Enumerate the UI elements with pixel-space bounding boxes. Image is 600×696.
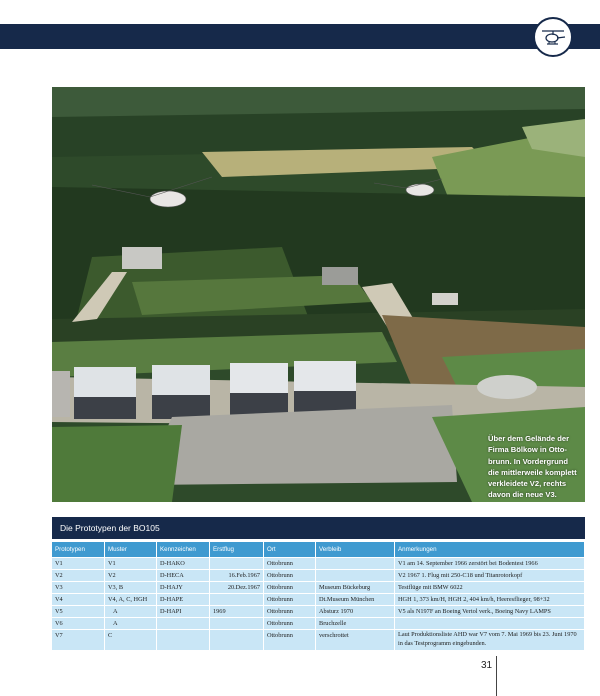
table-cell: Ottobrunn: [264, 618, 316, 629]
table-cell: V3, B: [105, 582, 157, 593]
table-cell: Bruchzelle: [316, 618, 395, 629]
prototype-table: [52, 541, 585, 651]
table-cell: Laut Produktionsliste AHD war V7 vom 7. Mai 1969 bis 23. Juni 1970 in das Testprogramm eingebunden.: [395, 630, 585, 650]
table-cell: [210, 558, 264, 569]
table-cell: 16.Feb.1967: [210, 570, 264, 581]
page-divider: [496, 656, 497, 696]
table-cell: Ottobrunn: [264, 570, 316, 581]
page-number: 31: [481, 660, 493, 671]
table-cell: [316, 558, 395, 569]
table-cell: D-HAPI: [157, 606, 210, 617]
table-cell: V4: [52, 594, 105, 605]
table-cell: D-HAKO: [157, 558, 210, 569]
table-row: [52, 606, 585, 617]
table-row: [52, 630, 585, 650]
table-cell: V5 als N197F an Boeing Vertol verk., Boeing Navy LAMPS: [395, 606, 585, 617]
table-cell: Dt.Museum München: [316, 594, 395, 605]
table-cell: Ottobrunn: [264, 558, 316, 569]
table-cell: 20.Dez.1967: [210, 582, 264, 593]
column-header: Verbleib: [316, 542, 395, 557]
table-cell: D-HAPE: [157, 594, 210, 605]
table-cell: [395, 618, 585, 629]
table-row: [52, 558, 585, 569]
table-cell: V1: [105, 558, 157, 569]
table-cell: A: [105, 618, 157, 629]
table-cell: D-HECA: [157, 570, 210, 581]
column-header: Muster: [105, 542, 157, 557]
table-cell: V2 1967 1. Flug mit 250-C18 und Titanrotorkopf: [395, 570, 585, 581]
table-row: [52, 594, 585, 605]
table-cell: V1: [52, 558, 105, 569]
table-cell: 1969: [210, 606, 264, 617]
table-title: Die Prototypen der BO105: [52, 517, 585, 539]
table-cell: Ottobrunn: [264, 594, 316, 605]
table-cell: C: [105, 630, 157, 650]
column-header: Prototypen: [52, 542, 105, 557]
column-header: Kennzeichen: [157, 542, 210, 557]
table-cell: Absturz 1970: [316, 606, 395, 617]
table-cell: D-HAJY: [157, 582, 210, 593]
column-header: Erstflug: [210, 542, 264, 557]
table-cell: A: [105, 606, 157, 617]
table-row: [52, 618, 585, 629]
column-header: Anmerkungen: [395, 542, 585, 557]
table-cell: verschrottet: [316, 630, 395, 650]
column-header: Ort: [264, 542, 316, 557]
table-cell: [157, 630, 210, 650]
photo-caption: Über dem Gelände der Firma Bölkow in Otto-brunn. In Vordergrund die mittlerweile komplett verkleidete V2, rechts davon die neue V3.: [488, 434, 577, 500]
table-row: [52, 582, 585, 593]
table-header-row: [52, 542, 585, 557]
table-cell: Museum Bückeburg: [316, 582, 395, 593]
table-cell: HGH 1, 373 km/H, HGH 2, 404 km/h, Heeresflieger, 98+32: [395, 594, 585, 605]
table-cell: V2: [52, 570, 105, 581]
table-cell: V7: [52, 630, 105, 650]
table-cell: V3: [52, 582, 105, 593]
table-cell: [157, 618, 210, 629]
table-cell: Testflüge mit BMW 6022: [395, 582, 585, 593]
table-cell: [210, 618, 264, 629]
table-cell: Ottobrunn: [264, 630, 316, 650]
top-band: [0, 24, 600, 49]
table-cell: V1 am 14. September 1966 zerstört bei Bodentest 1966: [395, 558, 585, 569]
table-cell: V5: [52, 606, 105, 617]
table-cell: V6: [52, 618, 105, 629]
table-cell: [210, 594, 264, 605]
table-row: [52, 570, 585, 581]
table-cell: V4, A, C, HGH: [105, 594, 157, 605]
table-cell: [210, 630, 264, 650]
table-cell: V2: [105, 570, 157, 581]
table-cell: Ottobrunn: [264, 606, 316, 617]
helicopter-emblem-icon: [533, 17, 573, 57]
table-cell: [316, 570, 395, 581]
table-cell: Ottobrunn: [264, 582, 316, 593]
